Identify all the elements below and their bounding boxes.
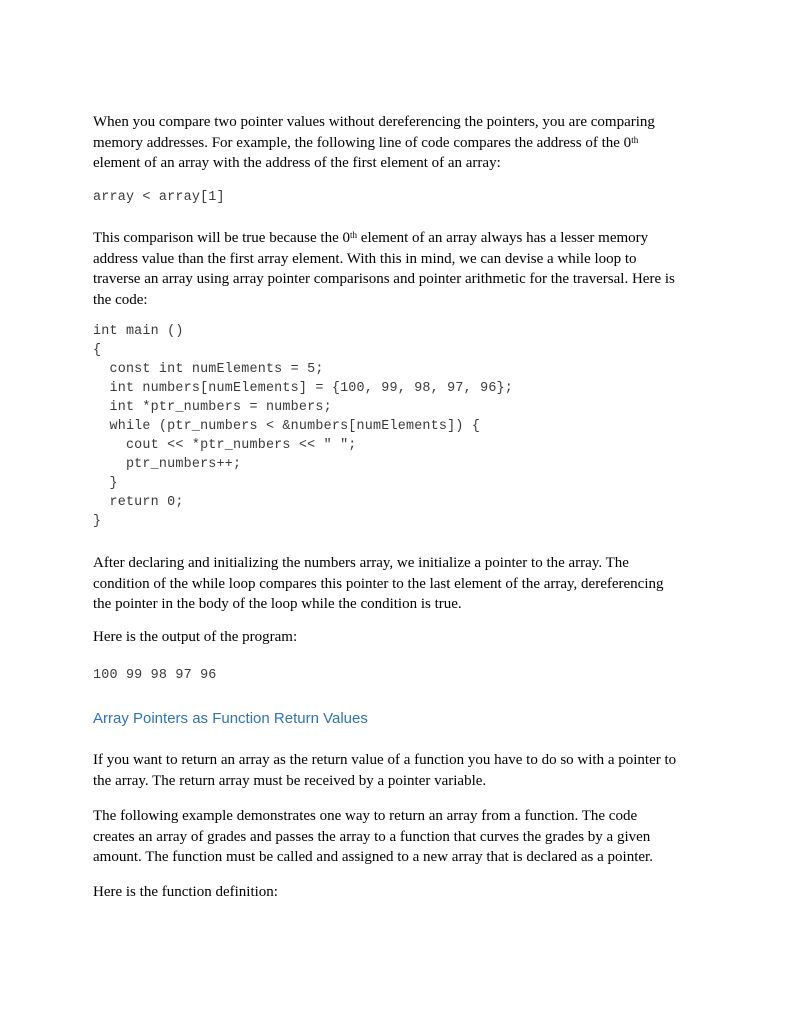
- text-line: traverse an array using array pointer comparisons and pointer arithmetic for the traversal. Here is: [93, 271, 675, 287]
- text-fragment: This comparison will be true because the 0: [93, 230, 351, 246]
- paragraph-comparison-result: [93, 228, 703, 310]
- paragraph-function-definition-intro: Here is the function definition:: [93, 884, 278, 900]
- code-block-main: [93, 322, 513, 531]
- paragraph-pointer-comparison: [93, 112, 703, 174]
- text-line: If you want to return an array as the return value of a function you have to do so with a pointer to: [93, 752, 677, 768]
- text-fragment: element of an array always has a lesser memory: [357, 230, 649, 246]
- text-line: [93, 228, 703, 249]
- code-line: const int numElements = 5;: [93, 362, 324, 377]
- code-comparison-example: array < array[1]: [93, 190, 225, 205]
- text-line: The following example demonstrates one way to return an array from a function. The code: [93, 808, 638, 824]
- superscript: th: [631, 134, 639, 145]
- paragraph-example-description: [93, 806, 703, 868]
- paragraph-output-intro: Here is the output of the program:: [93, 629, 298, 645]
- code-line: cout << *ptr_numbers << " ";: [93, 438, 357, 453]
- text-line: condition of the while loop compares this pointer to the last element of the array, dereferencing: [93, 575, 664, 592]
- text-line: [93, 133, 703, 154]
- text-line: creates an array of grades and passes the array to a function that curves the grades by a given: [93, 828, 651, 845]
- superscript: th: [350, 230, 358, 240]
- text-line: amount. The function must be called and assigned to a new array that is declared as a pointer.: [93, 849, 653, 865]
- paragraph-explanation: [93, 553, 703, 615]
- text-line: the pointer in the body of the loop while the condition is true.: [93, 596, 462, 612]
- code-line: while (ptr_numbers < &numbers[numElements]) {: [93, 419, 481, 434]
- code-line: ptr_numbers++;: [93, 457, 242, 472]
- code-line: return 0;: [93, 495, 184, 510]
- code-output: 100 99 98 97 96: [93, 668, 217, 683]
- text-line: the array. The return array must be received by a pointer variable.: [93, 772, 487, 789]
- paragraph-return-array: [93, 750, 703, 791]
- code-line: }: [93, 476, 118, 491]
- section-heading: Array Pointers as Function Return Values: [93, 710, 368, 727]
- code-line: int numbers[numElements] = {100, 99, 98, 97, 96};: [93, 381, 514, 396]
- text-line: After declaring and initializing the numbers array, we initialize a pointer to the array. The: [93, 555, 629, 571]
- text-fragment: memory addresses. For example, the following line of code compares the address of the 0: [93, 134, 632, 151]
- text-line: When you compare two pointer values without dereferencing the pointers, you are comparing: [93, 114, 655, 130]
- code-line: }: [93, 514, 102, 529]
- code-line: int *ptr_numbers = numbers;: [93, 400, 332, 415]
- code-line: {: [93, 343, 102, 358]
- code-line: int main (): [93, 324, 184, 339]
- text-line: the code:: [93, 291, 148, 308]
- text-line: element of an array with the address of the first element of an array:: [93, 155, 501, 171]
- text-line: address value than the first array element. With this in mind, we can devise a while loop to: [93, 250, 637, 267]
